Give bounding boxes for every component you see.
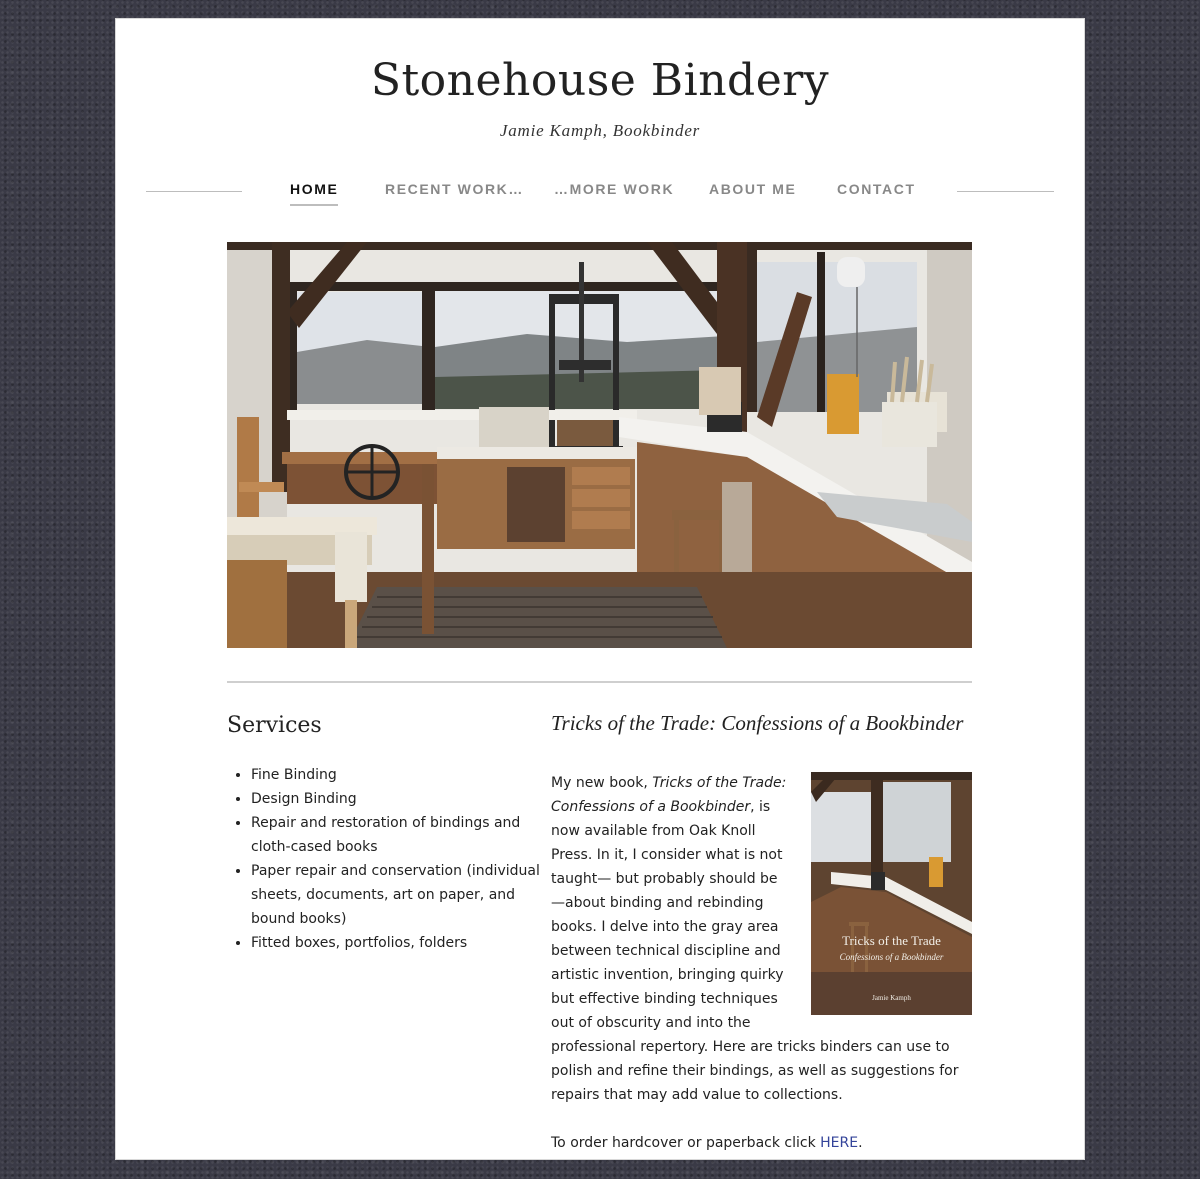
service-item: • Repair and restoration of bindings and cloth-cased books — [251, 811, 541, 859]
book-cover-photo-icon — [811, 772, 972, 1015]
order-text-end: . — [858, 1135, 863, 1151]
services-list — [227, 763, 541, 955]
article-title: Tricks of the Trade: Confessions of a Bookbinder — [551, 711, 964, 735]
hero-image — [227, 242, 972, 648]
article-body — [551, 771, 972, 1179]
book-cover-title: Tricks of the Trade — [842, 933, 941, 948]
order-text: To order hardcover or paperback click — [551, 1135, 821, 1151]
bindery-workshop-photo-icon — [227, 242, 972, 648]
page-container — [115, 18, 1085, 1160]
book-cover-subtitle: Confessions of a Bookbinder — [839, 952, 944, 962]
nav-item-home[interactable]: HOME — [290, 181, 339, 197]
order-paragraph — [551, 1131, 972, 1155]
nav-divider-left — [146, 191, 242, 192]
service-item: • Fitted boxes, portfolios, folders — [251, 931, 541, 955]
article-text: My new book, — [551, 775, 653, 791]
service-item: • Fine Binding — [251, 763, 541, 787]
main-nav — [242, 181, 957, 211]
nav-item-more-work[interactable]: …MORE WORK — [554, 181, 675, 197]
article-text: , is now available from Oak Knoll Press. In it, I consider what is not taught— but probably should be—about binding and rebinding books. I delve into the gray area between technical discipline and artistic invention, bringing quirky but effective binding techniques out of obscurity and into the professional repertory. Here are tricks binders can use to polish and refine their bindings, as well as suggestions for repairs that may add value to collections. — [551, 799, 959, 1103]
nav-item-recent-work[interactable]: RECENT WORK… — [385, 181, 524, 197]
content-divider — [227, 681, 972, 683]
services-title: Services — [227, 713, 322, 738]
order-here-link[interactable]: HERE — [820, 1135, 859, 1151]
site-tagline: Jamie Kamph, Bookbinder — [499, 121, 701, 140]
book-cover-image[interactable] — [811, 772, 972, 1015]
nav-item-contact[interactable]: CONTACT — [837, 181, 916, 197]
book-title-emphasis: Tricks of the Trade: Confessions of a Bookbinder — [551, 775, 787, 815]
service-item: • Paper repair and conservation (individual sheets, documents, art on paper, and bound books) — [251, 859, 541, 931]
nav-divider-right — [957, 191, 1054, 192]
site-title[interactable]: Stonehouse Bindery — [370, 55, 830, 106]
book-cover-author: Jamie Kamph — [872, 994, 911, 1002]
service-item: • Design Binding — [251, 787, 541, 811]
nav-item-about-me[interactable]: ABOUT ME — [709, 181, 797, 197]
